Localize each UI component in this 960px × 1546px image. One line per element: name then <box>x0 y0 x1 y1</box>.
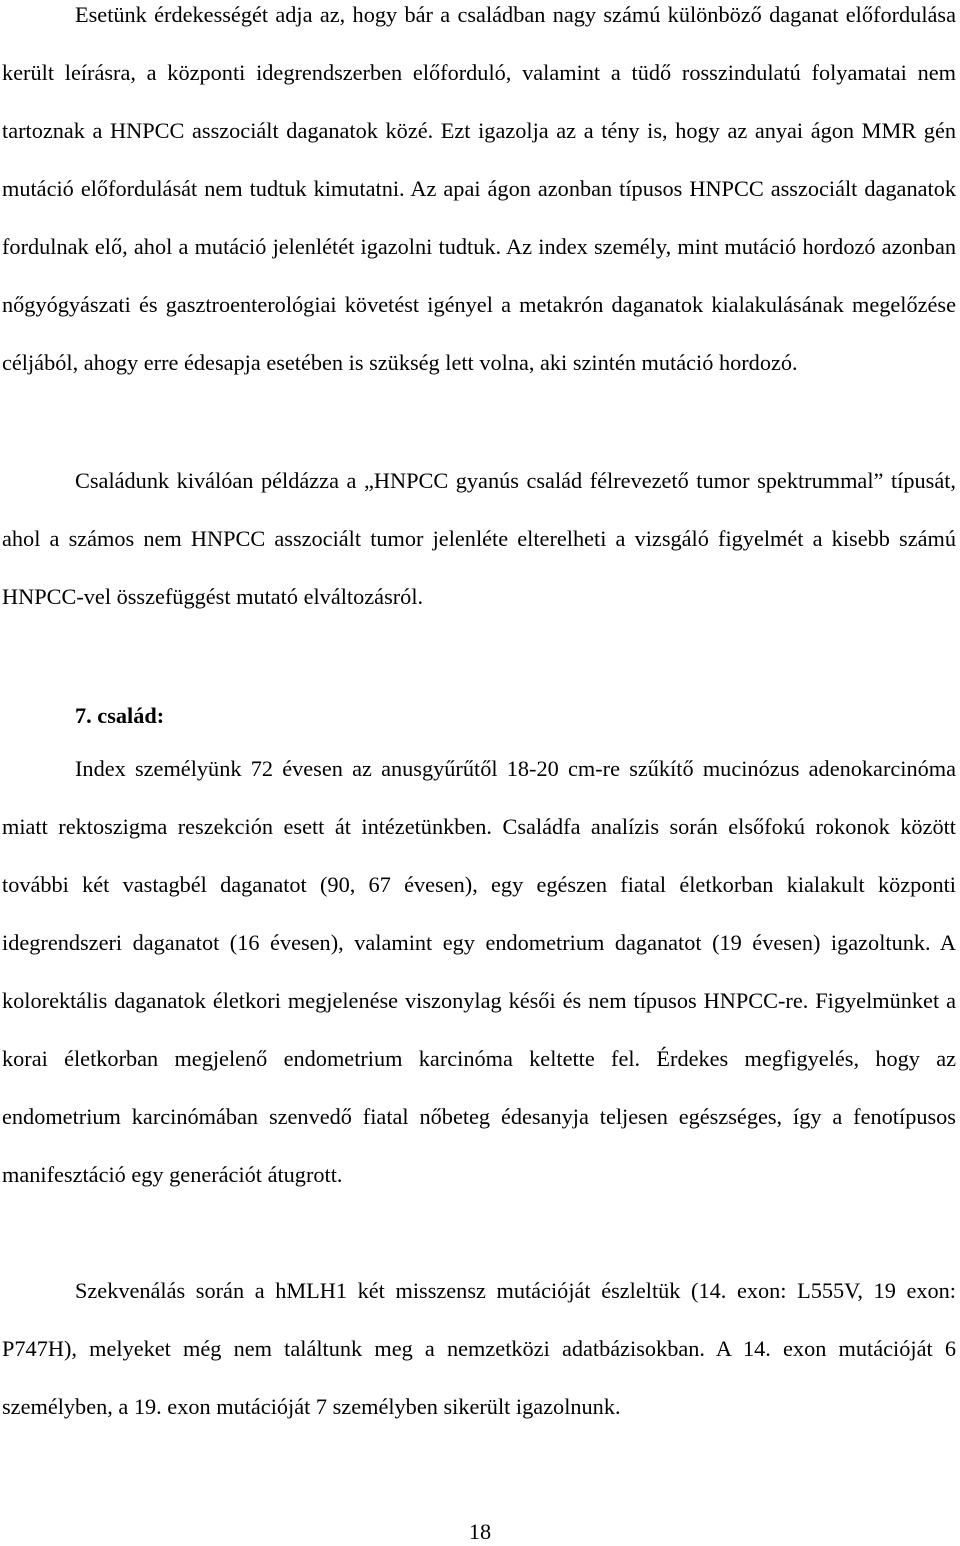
paragraph-index-person: Index személyünk 72 évesen az anusgyűrűtől 18-20 cm-re szűkítő mucinózus adenokarcinóma miatt rektoszigma reszekción esett át intézetünkben. Családfa analízis során elsőfokú rokonok között további két vastagbél daganatot (90, 67 évesen), egy egészen fiatal életkorban kialakult központi idegrendszeri daganatot (16 évesen), valamint egy endometrium daganatot (19 évesen) igazoltunk. A kolorektális daganatok életkori megjelenése viszonylag késői és nem típusos HNPCC-re. Figyelmünket a korai életkorban megjelenő endometrium karcinóma keltette fel. Érdekes megfigyelés, hogy az endometrium karcinómában szenvedő fiatal nőbeteg édesanyja teljesen egészséges, így a fenotípusos manifesztáció egy generációt átugrott. <box>2 756 956 1188</box>
paragraph-case-interest: Esetünk érdekességét adja az, hogy bár a családban nagy számú különböző daganat előfordulása került leírásra, a központi idegrendszerben előforduló, valamint a tüdő rosszindulatú folyamatai nem tartoznak a HNPCC asszociált daganatok közé. Ezt igazolja az a tény is, hogy az anyai ágon MMR gén mutáció előfordulását nem tudtuk kimutatni. Az apai ágon azonban típusos HNPCC asszociált daganatok fordulnak elő, ahol a mutáció jelenlétét igazolni tudtuk. Az index személy, mint mutáció hordozó azonban nőgyógyászati és gasztroenterológiai követést igényel a metakrón daganatok kialakulásának megelőzése céljából, ahogy erre édesapja esetében is szükség lett volna, aki szintén mutáció hordozó. <box>2 2 956 376</box>
paragraph-family-example: Családunk kiválóan példázza a „HNPCC gyanús család félrevezető tumor spektrummal” típusát, ahol a számos nem HNPCC asszociált tumor jelenléte elterelheti a vizsgáló figyelmét a kisebb számú HNPCC-vel összefüggést mutató elváltozásról. <box>2 468 956 610</box>
paragraph-sequencing: Szekvenálás során a hMLH1 két misszensz mutációját észleltük (14. exon: L555V, 19 exon: P747H), melyeket még nem találtunk meg a nemzetközi adatbázisokban. A 14. exon mutációját 6 személyben, a 19. exon mutációját 7 személyben sikerült igazolnunk. <box>2 1278 956 1420</box>
section-heading-family-7: 7. család: <box>75 703 165 728</box>
page-number: 18 <box>468 1519 492 1544</box>
